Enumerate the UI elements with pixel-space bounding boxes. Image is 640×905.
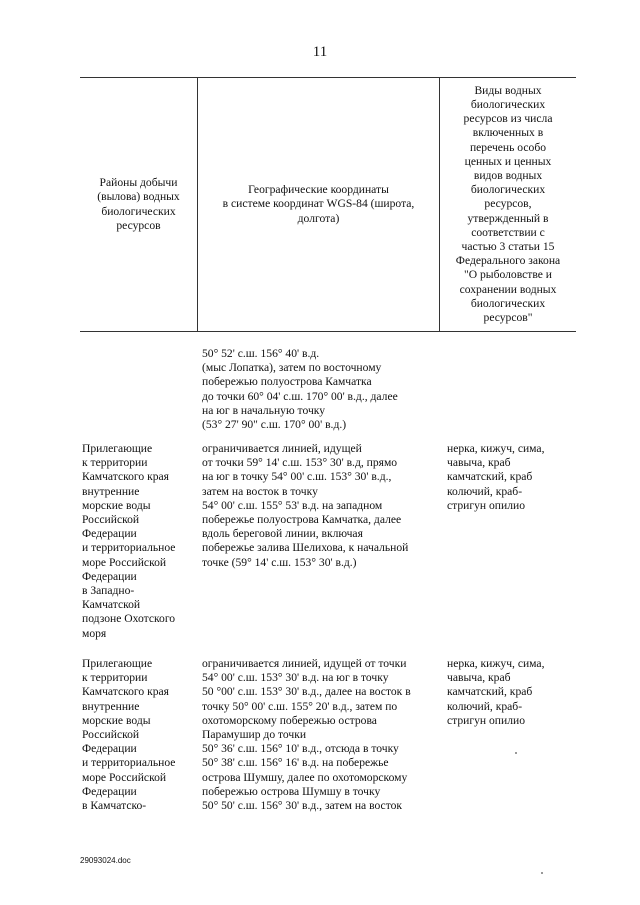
header-cell-species (440, 78, 576, 331)
scan-speck (515, 752, 517, 754)
row-species: нерка, кижуч, сима, чавыча, краб камчатский, краб колючий, краб- стригун опилио (447, 442, 545, 512)
header-cell-coordinates (197, 78, 440, 331)
row-coordinates: ограничивается линией, идущей от точки 59° 14' с.ш. 153° 30' в.д, прямо на юг в точку 54° 00' с.ш. 153° 30' в.д., затем на восток в точку 54° 00' с.ш. 155° 53' в.д. на западном побережье полуострова Камчатка, далее вдоль береговой линии, включая побережье залива Шелихова, к начальной точке (59° 14' с.ш. 153° 30' в.д.) (202, 442, 409, 569)
footer-filename: 29093024.doc (80, 856, 131, 865)
header-coordinates-label: Географические координаты в системе координат WGS-84 (широта, долгота) (222, 183, 415, 225)
row-area: Прилегающие к территории Камчатского края внутренние морские воды Российской Федерации и территориальное море Российской Федерации в Камчатско- (82, 657, 176, 813)
row-species: нерка, кижуч, сима, чавыча, краб камчатский, краб колючий, краб- стригун опилио (447, 657, 545, 727)
row-area: Прилегающие к территории Камчатского края внутренние морские воды Российской Федерации и территориальное море Российской Федерации в Западно- Камчатской подзоне Охотского моря (82, 442, 176, 640)
header-cell-area (80, 78, 197, 331)
header-species-label: Виды водных биологических ресурсов из числа включенных в перечень особо ценных и ценных видов водных биологических ресурсов, утвержденный в соответствии с частью 3 статьи 15 Федерального закона "О рыболовстве и сохранении водных биологических ресурсов" (455, 83, 561, 325)
row-coordinates: 50° 52' с.ш. 156° 40' в.д. (мыс Лопатка), затем по восточному побережью полуострова Камчатка до точки 60° 04' с.ш. 170° 00' в.д., далее на юг в начальную точку (53° 27' 90" с.ш. 170° 00' в.д.) (202, 347, 398, 432)
table-header (80, 77, 576, 332)
scan-speck (541, 872, 543, 874)
page-number: 11 (312, 44, 328, 60)
row-coordinates: ограничивается линией, идущей от точки 54° 00' с.ш. 153° 30' в.д. на юг в точку 50 °00' с.ш. 153° 30' в.д., далее на восток в точку 50° 00' с.ш. 155° 20' в.д., затем по охотоморскому побережью острова Парамушир до точки 50° 36' с.ш. 156° 10' в.д., отсюда в точку 50° 38' с.ш. 156° 16' в.д. на побережье острова Шумшу, далее по охотоморскому побережью острова Шумшу в точку 50° 50' с.ш. 156° 30' в.д., затем на восток (202, 657, 411, 813)
header-area-label: Районы добычи (вылова) водных биологических ресурсов (97, 176, 180, 232)
